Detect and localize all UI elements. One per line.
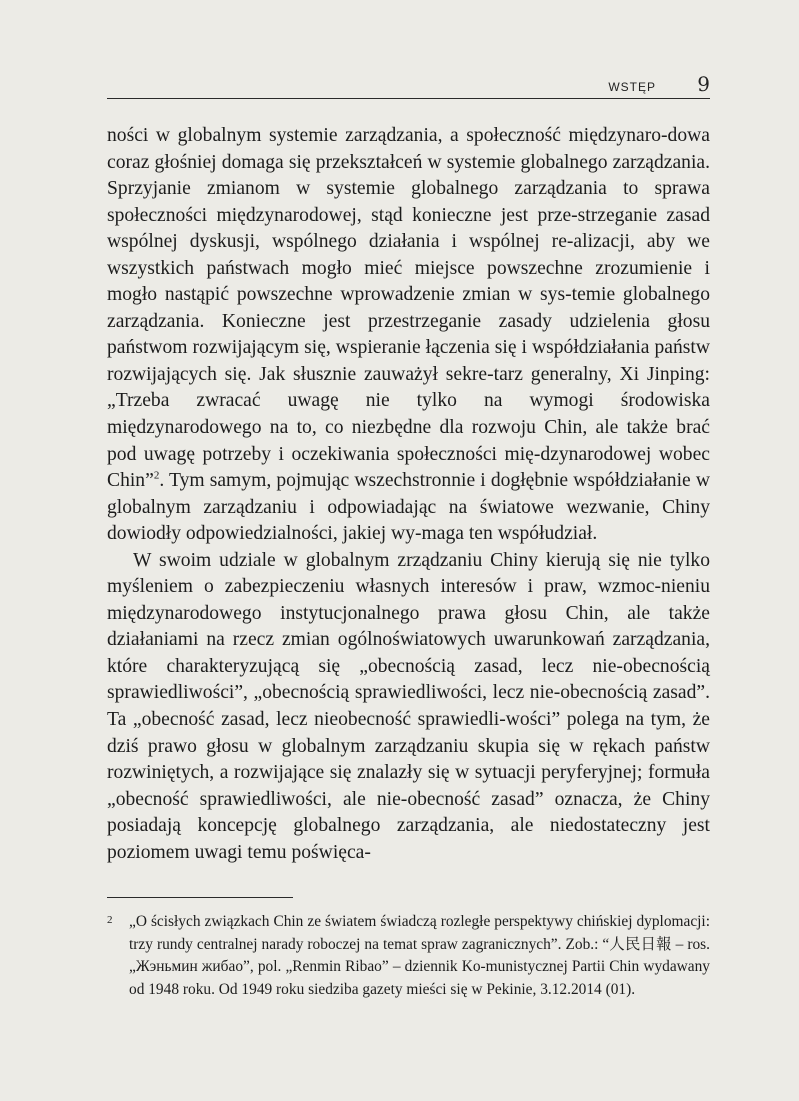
footnote xyxy=(107,911,710,1001)
paragraph xyxy=(107,123,710,548)
footnote-mark: 2 xyxy=(107,914,113,926)
body-text xyxy=(107,123,710,866)
paragraph-text: ności w globalnym systemie zarządzania, a społeczność międzynaro-dowa coraz głośniej domaga się przekształceń w systemie globalnego zarządzania. Sprzyjanie zmianom w systemie globalnego zarządzania to sprawa społeczności międzynarodowej, stąd konieczne jest prze-strzeganie zasad wspólnej dyskusji, wspólnego działania i wspólnej re-alizacji, aby we wszystkich państwach mogło mieć miejsce powszechne zrozumienie i mogło nastąpić powszechne wprowadzenie zmian w sys-temie globalnego zarządzania. Konieczne jest przestrzeganie zasady udzielenia głosu państwom rozwijającym się, wspieranie łączenia się i współdziałania państw rozwijających się. Jak słusznie zauważył sekre-tarz generalny, Xi Jinping: „Trzeba zwracać uwagę nie tylko na wymogi środowiska międzynarodowego na to, co niezbędne dla rozwoju Chin, ale także brać pod uwagę potrzeby i oczekiwania społeczności mię-dzynarodowej wobec Chin” xyxy=(107,125,710,492)
footnote-reference[interactable]: 2 xyxy=(153,469,160,482)
paragraph: W swoim udziale w globalnym zrządzaniu Chiny kierują się nie tylko myśleniem o zabezpieczeniu własnych interesów i praw, wzmoc-nieniu międzynarodowego instytucjonalnego prawa głosu Chin, ale także działaniami na rzecz zmian ogólnoświatowych uwarunkowań zarządzania, które charakteryzującą się „obecnością zasad, lecz nie-obecnością sprawiedliwości”, „obecnością sprawiedliwości, lecz nie-obecnością zasad”. Ta „obecność zasad, lecz nieobecność sprawiedli-wości” polega na tym, że dziś prawo głosu w globalnym zarządzaniu skupia się w rękach państw rozwiniętych, a rozwijające się znalazły się w sytuacji peryferyjnej; formuła „obecność sprawiedliwości, ale nie-obecność zasad” oznacza, że Chiny posiadają koncepcję globalnego zarządzania, ale niedostateczny jest poziomem uwagi temu poświęca- xyxy=(107,549,710,863)
running-head: WSTĘP xyxy=(608,80,656,94)
page-number: 9 xyxy=(697,72,710,96)
footnote-text: „O ścisłych związkach Chin ze światem świadczą rozległe perspektywy chińskiej dyplomacji: trzy rundy centralnej narady roboczej na temat spraw zagranicznych”. Zob.: “人民日報 – ros. „Жэньмин жибао”, pol. „Renmin Ribao” – dziennik Ko-munistycznej Partii Chin wydawany od 1948 roku. Od 1949 roku siedziba gazety mieści się w Pekinie, 3.12.2014 (01). xyxy=(129,913,710,998)
paragraph-text: . Tym samym, pojmując wszechstronnie i dogłębnie współdziałanie w globalnym zarządzaniu i odpowiadając na światowe wezwanie, Chiny dowiodły odpowiedzialności, jakiej wy-maga ten współudział. xyxy=(107,470,710,545)
footnote-separator xyxy=(107,897,293,898)
page-header xyxy=(107,72,710,99)
